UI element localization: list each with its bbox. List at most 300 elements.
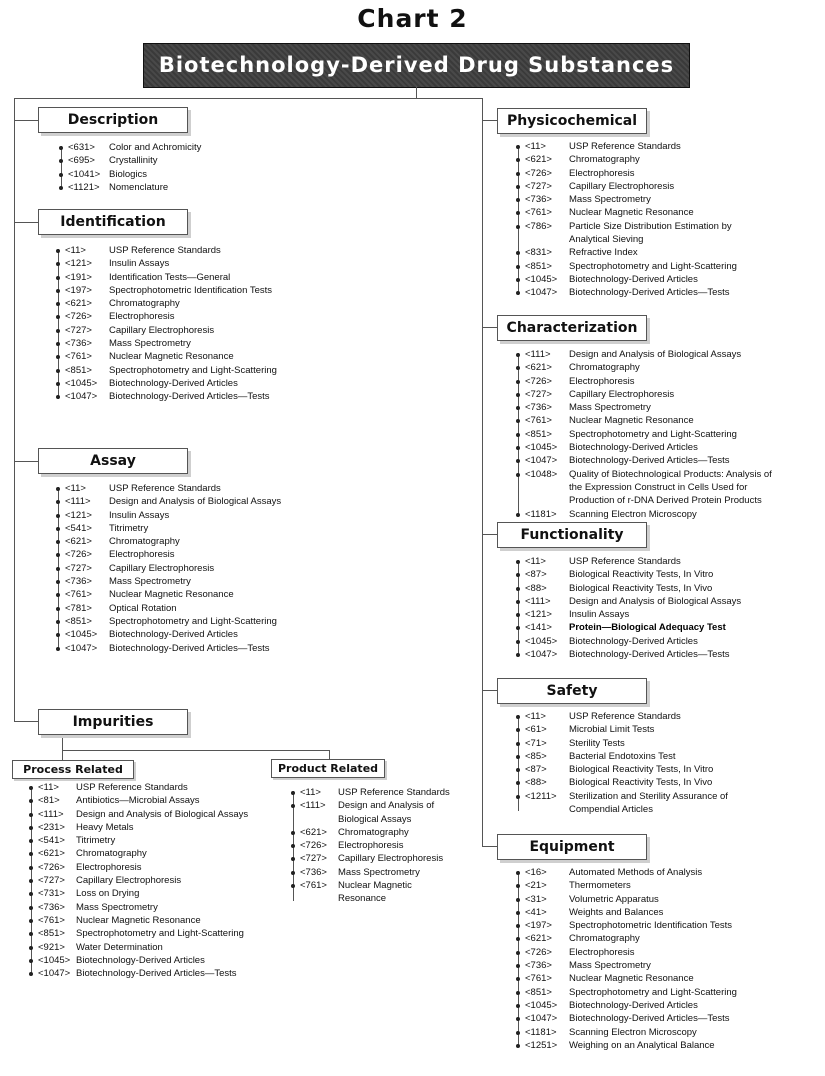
list-item [38, 914, 268, 927]
chapter-code: <11> [525, 556, 546, 567]
bullet-icon [29, 892, 33, 896]
bullet-icon [56, 527, 60, 531]
chapter-title: USP Reference Standards [569, 141, 681, 152]
chapter-title: Capillary Electrophoresis [76, 875, 182, 887]
list-item [38, 874, 268, 887]
chapter-code: <1047> [525, 455, 558, 467]
bullet-icon [56, 395, 60, 399]
bullet-icon [516, 715, 520, 719]
chapter-title: Biological Reactivity Tests, In Vivo [569, 582, 713, 594]
chapter-title: Chromatography [569, 154, 640, 166]
connector-equipment [482, 846, 497, 847]
bullet-icon [516, 393, 520, 397]
list-item [525, 776, 740, 789]
chapter-code: <541> [38, 835, 65, 847]
chapter-title: Biotechnology-Derived Articles—Tests [569, 455, 730, 467]
connector-impurities-stem [62, 733, 63, 750]
list-item [68, 168, 248, 181]
chapter-title: Biotechnology-Derived Articles [109, 629, 238, 641]
list-item [38, 781, 268, 794]
list-item [525, 635, 755, 648]
chapter-code: <16> [525, 867, 547, 878]
chapter-title: Chromatography [109, 536, 180, 548]
chapter-code: <88> [525, 777, 547, 789]
bullet-icon [516, 251, 520, 255]
bullet-icon [291, 844, 295, 848]
chapter-code: <1251> [525, 1039, 558, 1051]
chapter-title: Automated Methods of Analysis [569, 867, 703, 878]
characterization-list [525, 348, 780, 521]
bullet-icon [516, 406, 520, 410]
connector-process-related [62, 750, 63, 760]
chapter-code: <781> [65, 602, 92, 614]
chapter-code: <1121> [68, 181, 100, 193]
list-item [38, 808, 268, 821]
bullet-icon [29, 972, 33, 976]
list-item [65, 522, 325, 535]
bullet-icon [516, 951, 520, 955]
chapter-title: Titrimetry [76, 835, 116, 847]
list-item [525, 414, 780, 427]
chapter-title: Electrophoresis [338, 840, 404, 852]
chapter-code: <621> [65, 298, 92, 310]
chapter-code: <121> [65, 258, 92, 270]
bullet-icon [29, 799, 33, 803]
chapter-code: <736> [525, 960, 552, 972]
connector-impurities-split [62, 750, 330, 751]
chapter-title: Mass Spectrometry [109, 338, 191, 350]
list-item [525, 932, 755, 945]
chapter-code: <631> [68, 142, 95, 153]
bullet-icon [56, 607, 60, 611]
bullet-icon [516, 366, 520, 370]
safety-list [525, 710, 740, 816]
chapter-code: <621> [525, 933, 552, 945]
list-item [38, 887, 268, 900]
equipment-header: Equipment [497, 834, 647, 860]
bullet-icon [29, 906, 33, 910]
bullet-icon [291, 857, 295, 861]
chapter-title: USP Reference Standards [109, 245, 221, 256]
list-item [525, 180, 740, 193]
chapter-title: Design and Analysis of Biological Assays [569, 595, 742, 607]
chapter-code: <621> [38, 848, 65, 860]
bullet-icon [56, 369, 60, 373]
chapter-title: Mass Spectrometry [338, 866, 420, 878]
chapter-code: <1047> [65, 391, 98, 403]
list-item [525, 401, 780, 414]
product-related-header: Product Related [271, 759, 385, 778]
list-item [525, 906, 755, 919]
chapter-code: <851> [525, 986, 552, 998]
chapter-title: Nuclear Magnetic Resonance [76, 914, 201, 926]
chapter-title: Capillary Electrophoresis [109, 562, 215, 574]
bullet-icon [29, 826, 33, 830]
chapter-code: <761> [525, 207, 552, 219]
chapter-code: <851> [38, 928, 65, 940]
chapter-code: <727> [65, 562, 92, 574]
bullet-icon [56, 500, 60, 504]
connector-characterization [482, 327, 497, 328]
physicochemical-header: Physicochemical [497, 108, 647, 134]
bullet-icon [516, 353, 520, 357]
bullet-icon [516, 380, 520, 384]
chapter-code: <727> [300, 853, 327, 865]
list-item [525, 220, 740, 247]
bullet-icon [56, 567, 60, 571]
bullet-icon [56, 355, 60, 359]
list-item [65, 642, 325, 655]
chapter-title: Spectrophotometric Identification Tests [109, 284, 272, 296]
bullet-icon [516, 1017, 520, 1021]
chapter-code: <736> [38, 901, 65, 913]
chapter-title: Chromatography [569, 362, 640, 374]
chapter-title: Nuclear Magnetic Resonance [109, 351, 234, 363]
list-item [525, 648, 755, 661]
chapter-title: Loss on Drying [76, 888, 140, 900]
list-item [525, 568, 755, 581]
chapter-title: Optical Rotation [109, 602, 177, 614]
chapter-code: <761> [300, 880, 327, 892]
chapter-code: <141> [525, 622, 552, 634]
list-item [525, 790, 740, 817]
chapter-title: Capillary Electrophoresis [338, 853, 444, 865]
chapter-code: <761> [38, 914, 65, 926]
list-item [525, 972, 755, 985]
chapter-code: <761> [525, 973, 552, 985]
chapter-code: <11> [38, 782, 59, 793]
bullet-icon [56, 553, 60, 557]
chapter-code: <761> [65, 589, 92, 601]
chapter-title: Spectrophotometry and Light-Scattering [569, 428, 737, 440]
bullet-icon [59, 159, 63, 163]
connector-assay [14, 461, 38, 462]
chapter-code: <197> [525, 920, 552, 932]
bullet-icon [29, 932, 33, 936]
bullet-icon [29, 786, 33, 790]
list-item [525, 710, 740, 723]
list-item [525, 723, 740, 736]
chapter-code: <851> [525, 260, 552, 272]
chapter-title: Biotechnology-Derived Articles [569, 999, 698, 1011]
connector-right-trunk [482, 98, 483, 846]
bullet-icon [56, 249, 60, 253]
chapter-title: Biologics [109, 168, 148, 180]
chapter-code: <1047> [525, 1013, 558, 1025]
chapter-title: Chromatography [338, 826, 409, 838]
bullet-icon [516, 513, 520, 517]
chapter-code: <1045> [525, 635, 558, 647]
chapter-code: <726> [525, 167, 552, 179]
chapter-title: Nuclear Magnetic Resonance [569, 415, 694, 427]
bullet-icon [291, 871, 295, 875]
chapter-code: <11> [525, 141, 546, 152]
chapter-code: <621> [65, 536, 92, 548]
chapter-code: <71> [525, 737, 547, 749]
chapter-code: <621> [525, 362, 552, 374]
list-item [65, 509, 325, 522]
bullet-icon [291, 884, 295, 888]
list-item [65, 310, 325, 323]
chapter-code: <1045> [525, 273, 558, 285]
bullet-icon [516, 600, 520, 604]
bullet-icon [516, 573, 520, 577]
bullet-icon [29, 852, 33, 856]
chapter-code: <111> [300, 800, 326, 812]
bullet-icon [516, 728, 520, 732]
chapter-code: <727> [525, 388, 552, 400]
chapter-title: Water Determination [76, 941, 163, 953]
list-item [65, 377, 325, 390]
list-item [65, 588, 325, 601]
chapter-code: <621> [300, 826, 327, 838]
list-item [525, 879, 755, 892]
bullet-icon [516, 653, 520, 657]
chapter-code: <726> [525, 375, 552, 387]
bullet-icon [516, 781, 520, 785]
bullet-icon [516, 473, 520, 477]
list-item [525, 959, 755, 972]
bullet-icon [56, 276, 60, 280]
chapter-code: <111> [65, 496, 91, 508]
list-item [525, 946, 755, 959]
description-list [68, 141, 248, 194]
bullet-icon [516, 768, 520, 772]
bullet-icon [56, 593, 60, 597]
chapter-title: Nuclear Magnetic Resonance [338, 880, 412, 905]
list-item [525, 348, 780, 361]
process-related-list [38, 781, 268, 980]
chapter-title: Bacterial Endotoxins Test [569, 750, 676, 762]
list-item [65, 495, 325, 508]
chapter-code: <191> [65, 271, 92, 283]
list-item [525, 260, 740, 273]
bullet-icon [56, 329, 60, 333]
bullet-icon [516, 871, 520, 875]
bullet-icon [516, 1044, 520, 1048]
list-item [525, 375, 780, 388]
list-item [65, 535, 325, 548]
chapter-code: <695> [68, 155, 95, 167]
chapter-title: Heavy Metals [76, 821, 134, 833]
bullet-icon [516, 291, 520, 295]
list-item [525, 206, 740, 219]
bullet-icon [516, 265, 520, 269]
bullet-icon [516, 587, 520, 591]
chapter-code: <1047> [525, 649, 558, 661]
chapter-code: <736> [525, 402, 552, 414]
list-item [65, 257, 325, 270]
chapter-code: <731> [38, 888, 65, 900]
list-item [38, 861, 268, 874]
chapter-code: <231> [38, 821, 65, 833]
list-item [68, 141, 248, 154]
product-related-list [300, 786, 460, 906]
connector-top-horizontal [14, 98, 483, 99]
list-item [38, 794, 268, 807]
list-item [525, 1039, 755, 1052]
chapter-title: USP Reference Standards [109, 483, 221, 494]
chapter-code: <121> [525, 609, 552, 621]
identification-header: Identification [38, 209, 188, 235]
main-banner: Biotechnology-Derived Drug Substances [143, 43, 690, 88]
chapter-code: <11> [525, 711, 546, 722]
functionality-header: Functionality [497, 522, 647, 548]
list-item [525, 468, 780, 508]
list-item [68, 181, 248, 194]
chapter-code: <111> [38, 808, 64, 820]
chapter-title: Capillary Electrophoresis [569, 180, 675, 192]
chapter-code: <726> [525, 946, 552, 958]
list-item [525, 999, 755, 1012]
chapter-code: <1045> [65, 377, 98, 389]
chapter-title: USP Reference Standards [338, 787, 450, 798]
chapter-title: Biological Reactivity Tests, In Vivo [569, 777, 713, 789]
bullet-icon [59, 186, 63, 190]
chapter-code: <87> [525, 764, 547, 776]
list-item [38, 847, 268, 860]
chapter-title: Biotechnology-Derived Articles [569, 635, 698, 647]
list-item [525, 582, 755, 595]
assay-list [65, 482, 325, 655]
list-item [525, 361, 780, 374]
chapter-code: <736> [525, 194, 552, 206]
chapter-title: Capillary Electrophoresis [109, 324, 215, 336]
identification-list [65, 244, 325, 404]
bullet-icon [516, 1031, 520, 1035]
chapter-title: USP Reference Standards [76, 782, 188, 793]
bullet-icon [56, 315, 60, 319]
bullet-icon [29, 919, 33, 923]
bullet-icon [516, 198, 520, 202]
chapter-title: Mass Spectrometry [109, 576, 191, 588]
chapter-code: <726> [300, 840, 327, 852]
list-item [65, 244, 325, 257]
list-item [525, 273, 740, 286]
list-item [38, 941, 268, 954]
chapter-code: <1181> [525, 508, 557, 520]
chapter-title: Mass Spectrometry [76, 901, 158, 913]
equipment-list [525, 866, 755, 1052]
chapter-title: Electrophoresis [109, 549, 175, 561]
chapter-title: Mass Spectrometry [569, 402, 651, 414]
list-item [525, 193, 740, 206]
list-item [65, 628, 325, 641]
list-item [65, 337, 325, 350]
list-item [525, 737, 740, 750]
chapter-code: <41> [525, 906, 547, 918]
list-item [300, 799, 460, 826]
chapter-code: <736> [300, 866, 327, 878]
bullet-icon [516, 211, 520, 215]
chapter-title: Scanning Electron Microscopy [569, 1026, 697, 1038]
bullet-icon [56, 382, 60, 386]
assay-header: Assay [38, 448, 188, 474]
bullet-icon [516, 755, 520, 759]
chapter-title: Chromatography [76, 848, 147, 860]
list-item [300, 879, 460, 906]
chapter-title: Design and Analysis of Biological Assays [338, 800, 435, 825]
list-item [68, 154, 248, 167]
list-item [65, 390, 325, 403]
process-related-header: Process Related [12, 760, 134, 779]
list-item [38, 834, 268, 847]
chapter-code: <921> [38, 941, 65, 953]
list-item [65, 482, 325, 495]
list-item [65, 271, 325, 284]
bullet-icon [29, 946, 33, 950]
chapter-code: <1045> [525, 999, 558, 1011]
bullet-icon [291, 831, 295, 835]
chapter-title: Scanning Electron Microscopy [569, 508, 697, 520]
list-item [525, 621, 755, 634]
chapter-title: Nomenclature [109, 181, 169, 193]
chapter-code: <87> [525, 569, 547, 581]
chapter-code: <541> [65, 522, 92, 534]
list-item [38, 967, 268, 980]
physicochemical-list [525, 140, 740, 300]
chapter-title: Biotechnology-Derived Articles—Tests [109, 391, 270, 403]
chapter-title: Electrophoresis [76, 861, 142, 873]
chapter-code: <1181> [525, 1026, 557, 1038]
chapter-title: Design and Analysis of Biological Assays [569, 349, 742, 360]
chapter-title: Protein—Biological Adequacy Test [569, 622, 726, 634]
bullet-icon [516, 1004, 520, 1008]
bullet-icon [516, 964, 520, 968]
bullet-icon [516, 560, 520, 564]
bullet-icon [56, 342, 60, 346]
chapter-title: Biotechnology-Derived Articles—Tests [76, 968, 237, 980]
chapter-title: Crystallinity [109, 155, 158, 167]
chapter-title: Insulin Assays [569, 609, 630, 621]
connector-description [14, 120, 38, 121]
list-item [300, 786, 460, 799]
bullet-icon [29, 866, 33, 870]
chapter-code: <61> [525, 724, 547, 736]
list-item [65, 548, 325, 561]
bullet-icon [516, 172, 520, 176]
bullet-icon [516, 145, 520, 149]
bullet-icon [56, 262, 60, 266]
list-item [525, 1012, 755, 1025]
list-item [525, 454, 780, 467]
list-item [525, 1026, 755, 1039]
chapter-title: USP Reference Standards [569, 556, 681, 567]
list-item [525, 608, 755, 621]
connector-impurities [14, 721, 38, 722]
chapter-code: <1211> [525, 790, 557, 802]
chapter-title: Biological Reactivity Tests, In Vitro [569, 569, 714, 581]
list-item [525, 428, 780, 441]
chapter-code: <621> [525, 154, 552, 166]
chapter-title: Quality of Biotechnological Products: Analysis of the Expression Construct in Cells Used for Production of r-DNA Derived Protein Products [569, 468, 772, 507]
chapter-code: <851> [65, 364, 92, 376]
chapter-title: Weighing on an Analytical Balance [569, 1039, 715, 1051]
chapter-title: Spectrophotometry and Light-Scattering [109, 615, 277, 627]
chapter-code: <736> [65, 576, 92, 588]
chapter-title: Thermometers [569, 880, 631, 892]
chapter-title: Biotechnology-Derived Articles—Tests [569, 1013, 730, 1025]
chapter-code: <786> [525, 220, 552, 232]
list-item [525, 763, 740, 776]
chapter-title: Weights and Balances [569, 906, 664, 918]
chapter-title: Biotechnology-Derived Articles—Tests [569, 287, 730, 299]
list-item [38, 927, 268, 940]
bullet-icon [516, 898, 520, 902]
bullet-icon [516, 911, 520, 915]
list-item [300, 826, 460, 839]
list-item [525, 286, 740, 299]
